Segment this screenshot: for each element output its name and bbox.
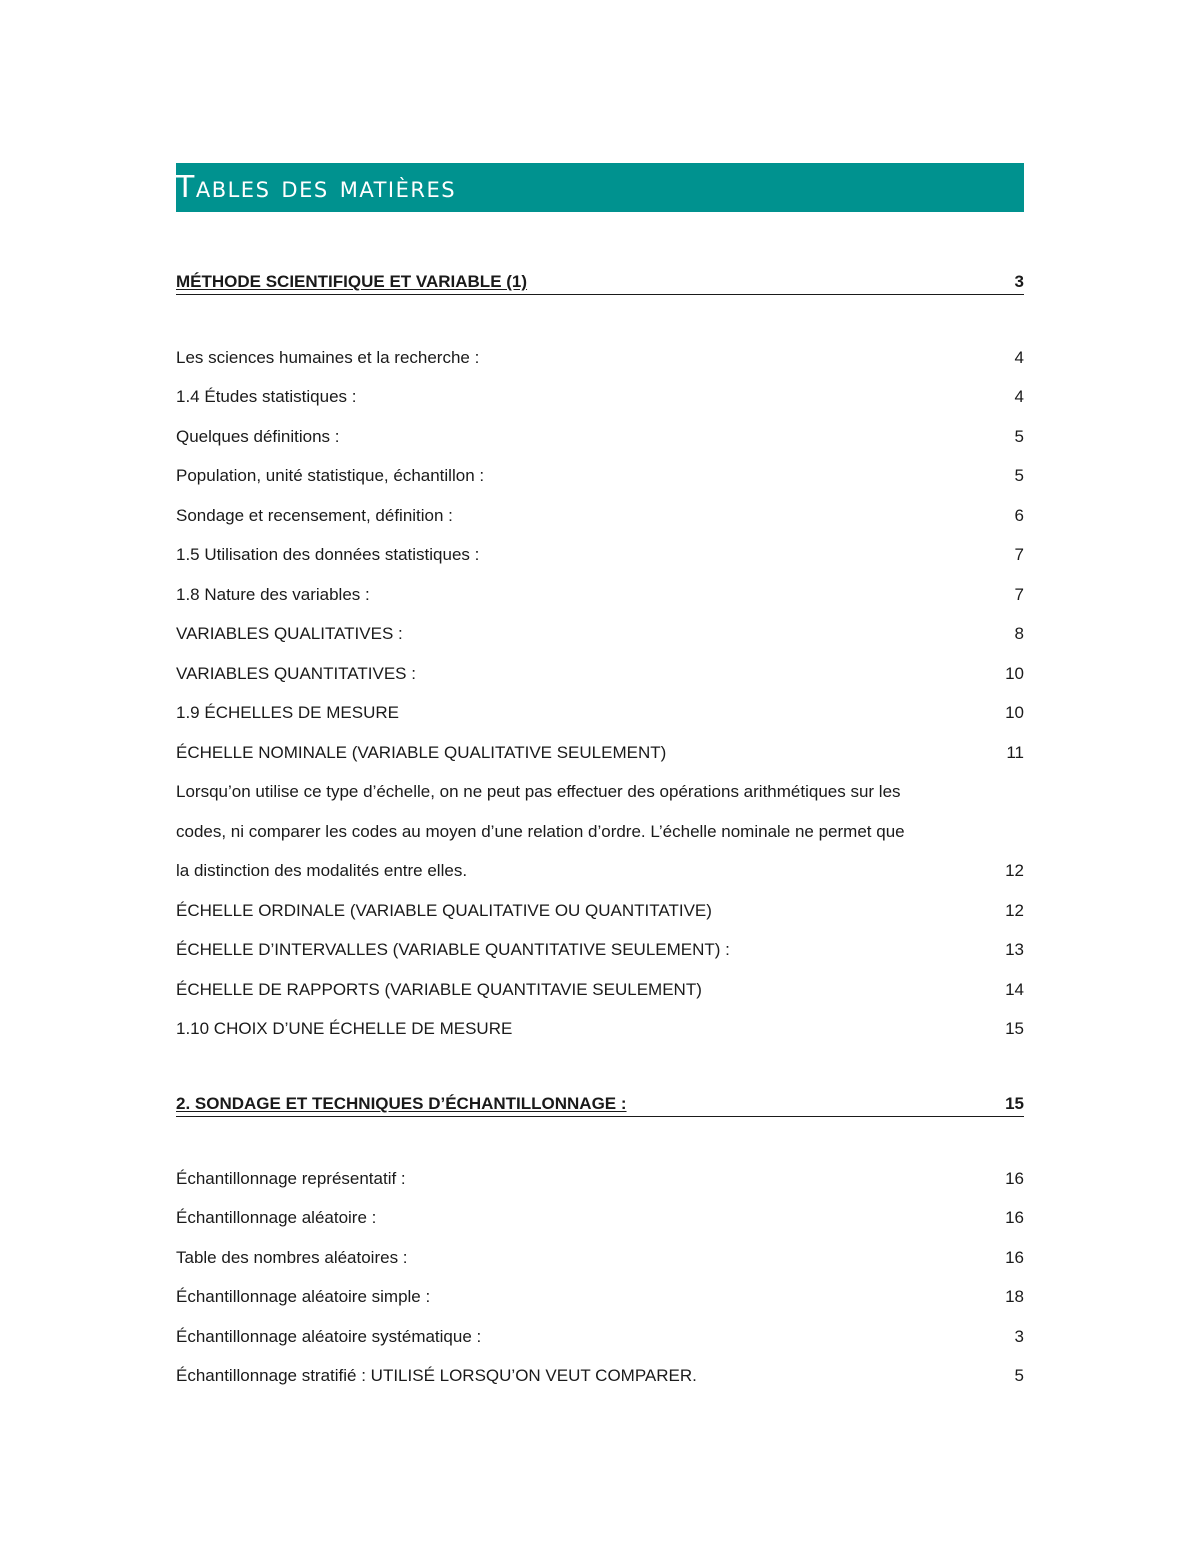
toc-entry-page: 16: [1005, 1208, 1024, 1227]
toc-entry[interactable]: [176, 897, 1024, 925]
toc-entry-page: 10: [1005, 664, 1024, 683]
toc-title-bar: [176, 163, 1024, 212]
toc-entry-label: ÉCHELLE ORDINALE (VARIABLE QUALITATIVE OU QUANTITATIVE): [176, 901, 712, 920]
toc-entry-page: 16: [1005, 1248, 1024, 1267]
toc-entry-label: 1.9 ÉCHELLES DE MESURE: [176, 703, 399, 722]
toc-entry-page: 6: [1014, 506, 1024, 525]
toc-entry[interactable]: [176, 1244, 1024, 1272]
toc-entry-label: ÉCHELLE NOMINALE (VARIABLE QUALITATIVE SEULEMENT): [176, 743, 667, 762]
toc-entry[interactable]: [176, 344, 1024, 372]
toc-entry[interactable]: [176, 1323, 1024, 1351]
toc-entry-label: 1.5 Utilisation des données statistiques :: [176, 545, 480, 564]
toc-entry-label: 1.10 CHOIX D’UNE ÉCHELLE DE MESURE: [176, 1019, 513, 1038]
toc-entry-page: 5: [1014, 1366, 1024, 1385]
toc-entry[interactable]: [176, 1204, 1024, 1232]
toc-entry[interactable]: [176, 1165, 1024, 1193]
toc-paragraph-line[interactable]: Lorsqu’on utilise ce type d’échelle, on ne peut pas effectuer des opérations arithmétiques sur les: [176, 782, 901, 801]
toc-entry-page: 13: [1005, 940, 1024, 959]
toc-paragraph-line[interactable]: codes, ni comparer les codes au moyen d’une relation d’ordre. L’échelle nominale ne permet que: [176, 822, 905, 841]
toc-heading-label: 2. SONDAGE ET TECHNIQUES D’ÉCHANTILLONNAGE :: [176, 1094, 627, 1113]
toc-entry-page: 15: [1005, 1019, 1024, 1038]
toc-entry-label: 1.4 Études statistiques :: [176, 387, 357, 406]
toc-entry-page: 4: [1014, 387, 1024, 406]
toc-entry-label: Population, unité statistique, échantillon :: [176, 466, 485, 485]
toc-entry[interactable]: [176, 739, 1024, 767]
toc-entry-label: ÉCHELLE DE RAPPORTS (VARIABLE QUANTITAVIE SEULEMENT): [176, 980, 702, 999]
toc-entry-label: VARIABLES QUALITATIVES :: [176, 624, 403, 643]
toc-entry[interactable]: [176, 857, 1024, 885]
toc-entry-page: 5: [1014, 427, 1024, 446]
toc-title: Tables des matières: [176, 170, 457, 205]
toc-entry[interactable]: [176, 541, 1024, 569]
toc-entry[interactable]: [176, 1283, 1024, 1311]
toc-entry-label: Échantillonnage aléatoire simple :: [176, 1287, 431, 1306]
toc-entry[interactable]: [176, 581, 1024, 609]
toc-entry-page: 16: [1005, 1169, 1024, 1188]
toc-entry-label: Échantillonnage représentatif :: [176, 1169, 406, 1188]
toc-section-heading[interactable]: [176, 1092, 1024, 1117]
toc-heading-page: 3: [1014, 272, 1024, 291]
toc-entry[interactable]: [176, 502, 1024, 530]
toc-paragraph-line: la distinction des modalités entre elles.: [176, 861, 468, 880]
toc-entry-label: Sondage et recensement, définition :: [176, 506, 453, 525]
toc-entry-label: Les sciences humaines et la recherche :: [176, 348, 480, 367]
toc-entry[interactable]: [176, 936, 1024, 964]
toc-entry-label: VARIABLES QUANTITATIVES :: [176, 664, 416, 683]
toc-entry[interactable]: [176, 462, 1024, 490]
toc-entry-page: 3: [1014, 1327, 1024, 1346]
toc-heading-page: 15: [1005, 1094, 1024, 1113]
toc-entry-page: 8: [1014, 624, 1024, 643]
toc-entry-label: Échantillonnage aléatoire systématique :: [176, 1327, 482, 1346]
toc-entry-page: 12: [1005, 901, 1024, 920]
toc-entry-label: ÉCHELLE D’INTERVALLES (VARIABLE QUANTITATIVE SEULEMENT) :: [176, 940, 730, 959]
toc-section-heading[interactable]: [176, 270, 1024, 295]
toc-entry[interactable]: [176, 1015, 1024, 1043]
toc-entry-label: Échantillonnage stratifié : UTILISÉ LORSQU’ON VEUT COMPARER.: [176, 1366, 697, 1385]
toc-entry-page: 7: [1014, 545, 1024, 564]
toc-entry-label: Quelques définitions :: [176, 427, 340, 446]
toc-entry-label: Table des nombres aléatoires :: [176, 1248, 408, 1267]
toc-entry[interactable]: [176, 620, 1024, 648]
toc-entry[interactable]: [176, 660, 1024, 688]
toc-entry-page: 18: [1005, 1287, 1024, 1306]
toc-entry[interactable]: [176, 1362, 1024, 1390]
toc-entry-page: 4: [1014, 348, 1024, 367]
document-page: [176, 0, 1024, 1553]
toc-entry-page: 14: [1005, 980, 1024, 999]
toc-entry-page: 7: [1014, 585, 1024, 604]
toc-entry-label: Échantillonnage aléatoire :: [176, 1208, 377, 1227]
toc-entry-page: 10: [1005, 703, 1024, 722]
toc-entry-label: 1.8 Nature des variables :: [176, 585, 370, 604]
toc-heading-label: MÉTHODE SCIENTIFIQUE ET VARIABLE (1): [176, 272, 528, 291]
toc-entry[interactable]: [176, 699, 1024, 727]
toc-entry[interactable]: [176, 423, 1024, 451]
toc-entry[interactable]: [176, 383, 1024, 411]
toc-entry-page: 12: [1005, 861, 1024, 880]
toc-entry-page: 11: [1006, 743, 1024, 762]
toc-entry[interactable]: [176, 976, 1024, 1004]
toc-entry-page: 5: [1014, 466, 1024, 485]
